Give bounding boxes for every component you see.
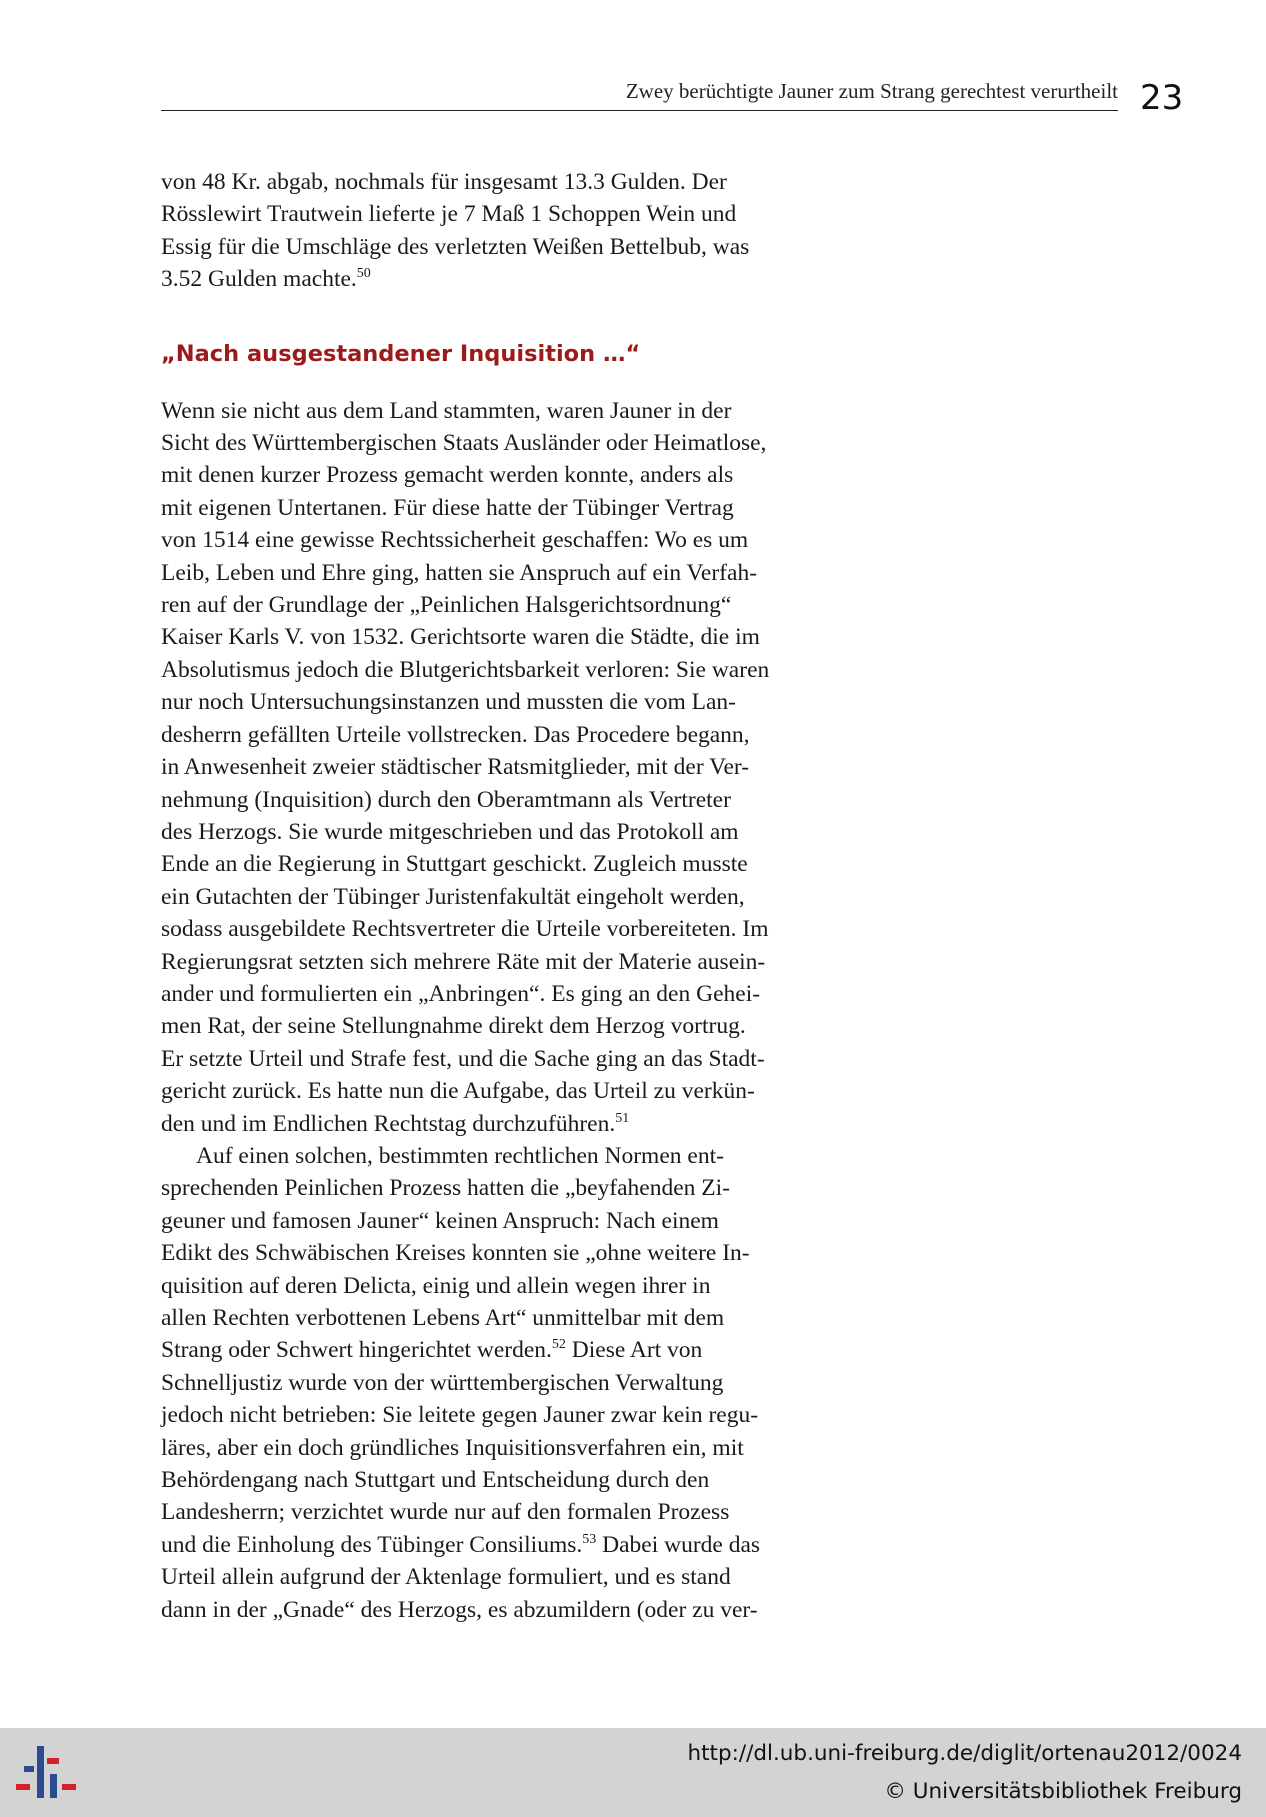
text-line: quisition auf deren Delicta, einig und allein wegen ihrer in [161,1272,711,1299]
text-line: dann in der „Gnade“ des Herzogs, es abzumildern (oder zu ver- [161,1596,758,1623]
text-line: nur noch Untersuchungsinstanzen und mussten die vom Lan- [161,689,736,716]
footnote-ref-51[interactable]: 51 [615,1110,630,1126]
text-line: ren auf der Grundlage der „Peinlichen Halsgerichtsordnung“ [161,592,732,619]
text-line: Sicht des Württembergischen Staats Ausländer oder Heimatlose, [161,430,767,457]
text-line: und die Einholung des Tübinger Consiliums. [161,1531,583,1558]
text-line: Urteil allein aufgrund der Aktenlage formuliert, und es stand [161,1564,731,1591]
text-line: Regierungsrat setzten sich mehrere Räte mit der Materie ausein- [161,948,766,975]
ub-freiburg-logo-icon[interactable] [14,1740,84,1804]
paragraph-3 [161,1140,875,1626]
text-line: gericht zurück. Es hatte nun die Aufgabe, das Urteil zu verkün- [161,1078,755,1105]
footer-bar [0,1728,1266,1817]
paragraph-2 [161,395,875,1140]
text-line: nehmung (Inquisition) durch den Oberamtmann als Vertreter [161,786,731,813]
page-number: 23 [1140,78,1184,118]
text-line: Landesherrn; verzichtet wurde nur auf den formalen Prozess [161,1499,730,1526]
text-line: desherrn gefällten Urteile vollstrecken. Das Procedere begann, [161,721,750,748]
text-line-continuation: Dabei wurde das [596,1531,761,1558]
text-line: Leib, Leben und Ehre ging, hatten sie Anspruch auf ein Verfah- [161,559,758,586]
text-line: jedoch nicht betrieben: Sie leitete gegen Jauner zwar kein regu- [161,1402,759,1429]
text-line: sodass ausgebildete Rechtsvertreter die Urteile vorbereiteten. Im [161,916,769,943]
text-line: mit denen kurzer Prozess gemacht werden konnte, anders als [161,462,734,489]
body-column [161,166,875,1626]
text-line: Wenn sie nicht aus dem Land stammten, waren Jauner in der [161,397,732,424]
text-line: geuner und famosen Jauner“ keinen Anspruch: Nach einem [161,1207,719,1234]
text-line: Ende an die Regierung in Stuttgart geschickt. Zugleich musste [161,851,748,878]
text-line: von 1514 eine gewisse Rechtssicherheit geschaffen: Wo es um [161,527,749,554]
text-line: Behördengang nach Stuttgart und Entscheidung durch den [161,1467,710,1494]
text-line: allen Rechten verbottenen Lebens Art“ unmittelbar mit dem [161,1305,725,1331]
text-line: mit eigenen Untertanen. Für diese hatte der Tübinger Vertrag [161,494,734,521]
text-line: Strang oder Schwert hingerichtet werden. [161,1337,552,1364]
text-line: men Rat, der seine Stellungnahme direkt dem Herzog vortrug. [161,1013,746,1040]
footnote-ref-50[interactable]: 50 [356,266,371,282]
section-heading: „Nach ausgestandener Inquisition …“ [161,340,641,367]
text-line: von 48 Kr. abgab, nochmals für insgesamt 13.3 Gulden. Der [161,169,727,195]
text-line: 3.52 Gulden machte. [161,266,357,293]
text-line: Essig für die Umschläge des verletzten Weißen Bettelbub, was [161,233,750,260]
text-line: ander und formulierten ein „Anbringen“. Es ging an den Gehei- [161,980,761,1007]
running-title: Zwey berüchtigte Jauner zum Strang gerechtest verurtheilt [625,79,1118,103]
text-line: Er setzte Urteil und Strafe fest, und die Sache ging an das Stadt- [161,1045,765,1072]
text-line: ein Gutachten der Tübinger Juristenfakultät eingeholt werden, [161,883,745,910]
footnote-ref-52[interactable]: 52 [551,1337,566,1353]
text-line: Schnelljustiz wurde von der württembergischen Verwaltung [161,1369,724,1396]
text-line: läres, aber ein doch gründliches Inquisitionsverfahren ein, mit [161,1434,744,1461]
text-line: Rösslewirt Trautwein lieferte je 7 Maß 1 Schoppen Wein und [161,201,737,228]
text-line: Absolutismus jedoch die Blutgerichtsbarkeit verloren: Sie waren [161,656,770,683]
footnote-ref-53[interactable]: 53 [582,1531,597,1547]
paragraph-1 [161,166,875,296]
text-line: Edikt des Schwäbischen Kreises konnten sie „ohne weitere In- [161,1240,750,1267]
text-line: Auf einen solchen, bestimmten rechtlichen Normen ent- [196,1142,724,1169]
copyright-notice: © Universitätsbibliothek Freiburg [884,1779,1242,1804]
text-line: Kaiser Karls V. von 1532. Gerichtsorte waren die Städte, die im [161,624,760,651]
text-line: des Herzogs. Sie wurde mitgeschrieben und das Protokoll am [161,818,739,845]
header-rule [161,110,1118,111]
text-line: in Anwesenheit zweier städtischer Ratsmitglieder, mit der Ver- [161,754,750,781]
text-line: den und im Endlichen Rechtstag durchzuführen. [161,1110,616,1137]
text-line-continuation: Diese Art von [565,1337,703,1364]
permalink-url[interactable]: http://dl.ub.uni-freiburg.de/diglit/ortenau2012/0024 [687,1741,1242,1766]
text-line: sprechenden Peinlichen Prozess hatten die „beyfahenden Zi- [161,1175,731,1202]
